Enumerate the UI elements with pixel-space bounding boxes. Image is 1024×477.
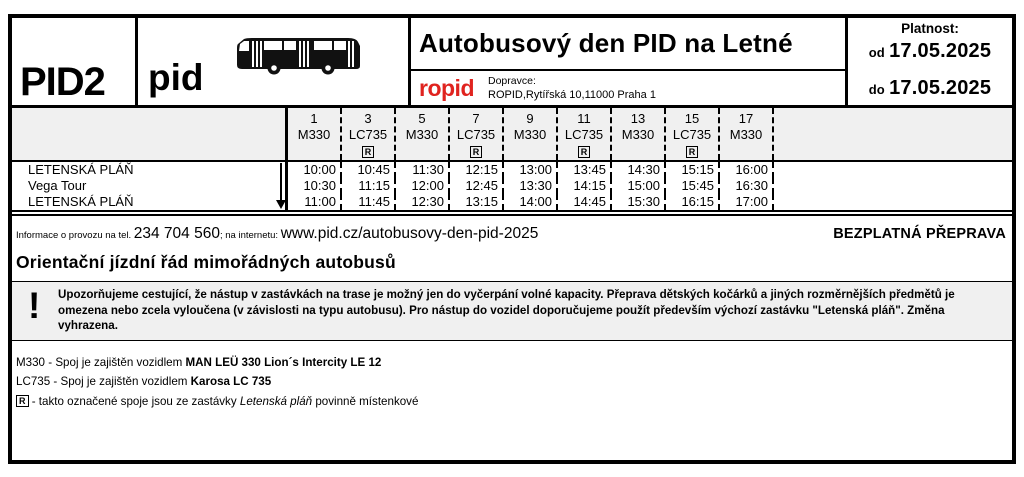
- header-filler: [774, 108, 1012, 160]
- time-cell: 16:00: [720, 162, 774, 178]
- title-box: [411, 18, 848, 105]
- vehicle-code: LC735: [564, 127, 604, 142]
- timetable-document: [8, 14, 1016, 464]
- time-cell: 16:30: [720, 178, 774, 194]
- direction-down-arrow-icon: [274, 163, 288, 209]
- pid-logo: pid: [148, 57, 204, 99]
- trip-number: 17: [738, 111, 754, 126]
- time-cell: 14:30: [612, 162, 666, 178]
- note-code: LC735: [16, 375, 51, 388]
- free-transport-label: BEZPLATNÁ PŘEPRAVA: [833, 226, 1006, 242]
- trip-header-cell: [396, 108, 450, 160]
- note-reservation: R - takto označené spoje jsou ze zastávky Letenská pláň povinně místenkové: [16, 392, 1012, 412]
- time-cell: 14:00: [504, 194, 558, 210]
- trip-header-cell: [342, 108, 396, 160]
- time-cell: 13:00: [504, 162, 558, 178]
- trip-header-cell: [450, 108, 504, 160]
- section-heading: Orientační jízdní řád mimořádných autobusů: [16, 252, 396, 272]
- note-m330: M330 - Spoj je zajištěn vozidlem MAN LEÜ 330 Lion´s Intercity LE 12: [16, 355, 382, 369]
- time-cell: 15:00: [612, 178, 666, 194]
- time-cell: 10:30: [288, 178, 342, 194]
- time-cell: 13:15: [450, 194, 504, 210]
- vehicle-code: M330: [621, 127, 655, 142]
- note-lc735: LC735 - Spoj je zajištěn vozidlem Karosa LC 735: [16, 375, 272, 388]
- time-cell: 10:45: [342, 162, 396, 178]
- contact-info: [16, 225, 538, 243]
- time-cell: 15:15: [666, 162, 720, 178]
- exclamation-icon: !: [28, 285, 41, 326]
- stop-name-cell: LETENSKÁ PLÁŇ: [12, 162, 288, 178]
- trip-number: 1: [310, 111, 318, 126]
- trip-header-cell: [612, 108, 666, 160]
- ropid-logo: ropid: [419, 74, 474, 101]
- time-cell: 14:45: [558, 194, 612, 210]
- reservation-r-icon: R: [362, 146, 375, 158]
- reservation-r-icon: R: [470, 146, 483, 158]
- trip-number: 3: [364, 111, 372, 126]
- time-cell: 16:15: [666, 194, 720, 210]
- reservation-r-icon: R: [686, 146, 699, 158]
- bus-icon: [230, 30, 365, 78]
- trip-header-cell: [558, 108, 612, 160]
- trip-header-cell: [504, 108, 558, 160]
- time-cell: 11:00: [288, 194, 342, 210]
- time-cell: 15:30: [612, 194, 666, 210]
- operator-address: ROPID,Rytířská 10,11000 Praha 1: [488, 89, 656, 101]
- trip-number: 5: [418, 111, 426, 126]
- trip-header-cell: [288, 108, 342, 160]
- trip-number: 9: [526, 111, 534, 126]
- time-cell: 10:00: [288, 162, 342, 178]
- doc-code: PID2: [20, 60, 105, 104]
- doc-code-box: [12, 18, 138, 105]
- trip-number: 11: [577, 111, 591, 126]
- stop-header-cell: [12, 108, 288, 160]
- time-cell: 11:45: [342, 194, 396, 210]
- validity-from-prefix: od: [868, 45, 885, 60]
- validity-from: [848, 40, 1012, 63]
- note-vehicle: Karosa LC 735: [190, 375, 272, 388]
- trip-number: 15: [684, 111, 700, 126]
- trip-header-cell: [720, 108, 774, 160]
- tel-number: 234 704 560: [133, 225, 220, 242]
- notes: [16, 353, 1012, 412]
- time-cell: 13:30: [504, 178, 558, 194]
- table-row: [12, 178, 1012, 194]
- stop-name-cell: Vega Tour: [12, 178, 288, 194]
- web-label: ; na internetu:: [219, 230, 281, 241]
- operator-info: [488, 75, 656, 101]
- timetable: [12, 108, 1012, 216]
- web-url: www.pid.cz/autobusovy-den-pid-2025: [280, 225, 539, 242]
- time-cell: 12:30: [396, 194, 450, 210]
- time-cell: 13:45: [558, 162, 612, 178]
- time-cell: 11:30: [396, 162, 450, 178]
- document-header: [12, 18, 1012, 108]
- time-cell: 11:15: [342, 178, 396, 194]
- time-cell: 12:00: [396, 178, 450, 194]
- table-row: [12, 162, 1012, 178]
- document-title: Autobusový den PID na Letné: [419, 28, 793, 58]
- note-stop-name: Letenská pláň: [239, 394, 313, 408]
- time-cell: 12:15: [450, 162, 504, 178]
- time-cell: 15:45: [666, 178, 720, 194]
- vehicle-code: LC735: [672, 127, 712, 142]
- operator-row: [411, 71, 845, 105]
- validity-to: [848, 77, 1012, 100]
- reservation-r-icon: R: [16, 395, 29, 407]
- timetable-body: [12, 162, 1012, 216]
- warning-text: Upozorňujeme cestující, že nástup v zastávkách na trase je možný jen do vyčerpání volné kapacity. Přeprava dětských kočárků a jiných rozměrnějších předmětů je omezena nebo zcela vyloučena (v závislosti na typu autobusu). Pro nástup do vozidel doporučujeme použít především výchozí zastávku "Letenská pláň". Změna vyhrazena.: [58, 288, 955, 332]
- trip-header-cell: [666, 108, 720, 160]
- validity-from-date: 17.05.2025: [889, 40, 992, 62]
- vehicle-code: M330: [405, 127, 439, 142]
- validity-to-date: 17.05.2025: [889, 77, 992, 99]
- time-cell: 14:15: [558, 178, 612, 194]
- title-row: [411, 18, 845, 71]
- timetable-header-row: [12, 108, 1012, 162]
- time-cell: 17:00: [720, 194, 774, 210]
- validity-label: Platnost:: [901, 21, 959, 36]
- vehicle-code: M330: [297, 127, 331, 142]
- trip-number: 13: [630, 111, 646, 126]
- validity-box: [848, 18, 1012, 105]
- brand-box: [138, 18, 411, 105]
- operator-label: Dopravce:: [488, 75, 536, 87]
- reservation-r-icon: R: [578, 146, 591, 158]
- vehicle-code: LC735: [456, 127, 496, 142]
- trip-number: 7: [472, 111, 480, 126]
- vehicle-code: LC735: [348, 127, 388, 142]
- note-code: M330: [16, 355, 46, 369]
- vehicle-code: M330: [729, 127, 763, 142]
- warning-box: [12, 281, 1012, 341]
- stop-name-cell: LETENSKÁ PLÁŇ: [12, 194, 288, 210]
- note-vehicle: MAN LEÜ 330 Lion´s Intercity LE 12: [185, 355, 382, 369]
- info-line: [12, 225, 1012, 243]
- vehicle-code: M330: [513, 127, 547, 142]
- table-row: [12, 194, 1012, 210]
- tel-label: Informace o provozu na tel.: [16, 230, 134, 241]
- validity-to-prefix: do: [868, 82, 885, 97]
- time-cell: 12:45: [450, 178, 504, 194]
